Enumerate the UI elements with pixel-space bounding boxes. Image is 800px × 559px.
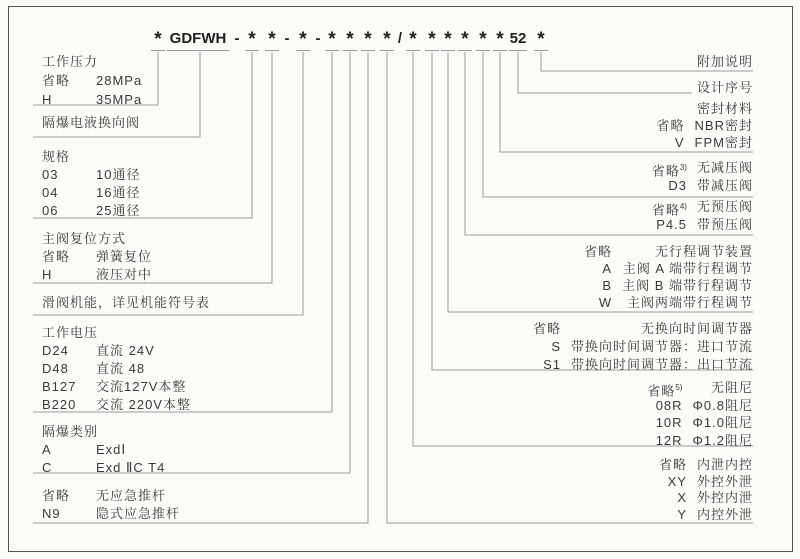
seal-material-code: 省略 [656, 118, 685, 133]
stroke-adjust-code: B [602, 278, 613, 293]
code-underline [476, 50, 490, 51]
code-underline [361, 50, 375, 51]
size-desc: 16通径 [96, 185, 141, 200]
voltage-code: D48 [42, 361, 69, 376]
additional-notes-header: 附加说明 [696, 54, 753, 69]
reducing-valve-desc: 无减压阀 [696, 160, 753, 175]
block-reset-mode [42, 231, 152, 285]
switch-time-desc: 带换向时间调节器：出口节流 [570, 357, 753, 372]
orifice-code: 10R [655, 415, 683, 430]
working-pressure-code: 省略 [42, 73, 71, 88]
preload-valve-code: P4.5 [656, 217, 687, 232]
preload-valve-desc: 带预压阀 [696, 217, 753, 232]
code-underline [406, 50, 420, 51]
voltage-desc: 交流127V本整 [96, 379, 187, 394]
block-emergency-pin [42, 488, 180, 524]
exd-class-desc: Exd ⅡC T4 [96, 460, 166, 475]
pilot-drain-desc: 内控外泄 [696, 506, 753, 522]
working-pressure-desc: 28MPa [96, 73, 143, 88]
switch-time-code: 省略 [532, 321, 561, 336]
block-spool-function [42, 295, 210, 313]
working-pressure-desc: 35MPa [96, 92, 143, 107]
pilot-drain-code: X [677, 490, 687, 505]
model-code-segment-12: / [397, 30, 403, 47]
emergency-pin-desc: 隐式应急推杆 [96, 506, 181, 521]
code-underline [325, 50, 339, 51]
orifice-desc: Φ1.0阻尼 [692, 415, 753, 430]
voltage-desc: 交流 220V本整 [96, 397, 191, 412]
voltage-desc: 直流 24V [96, 343, 155, 358]
stroke-adjust-code: 省略 [584, 244, 613, 259]
reset-mode-header: 主阀复位方式 [42, 231, 127, 246]
size-code: 04 [42, 185, 59, 200]
exd-class-code: C [42, 460, 53, 475]
block-valve-name [42, 115, 140, 133]
stroke-adjust-desc: 主阀 A 端带行程调节 [622, 261, 753, 276]
block-exd-class [42, 424, 165, 478]
voltage-code: B220 [42, 397, 77, 412]
orifice-code: 08R [655, 397, 683, 413]
pilot-drain-desc: 外控内泄 [696, 490, 753, 505]
model-code-segment-11: * [383, 29, 391, 50]
model-code-segment-1: GDFWH [169, 30, 227, 47]
code-underline [534, 50, 548, 51]
code-underline [493, 50, 507, 51]
reducing-valve-desc: 带减压阀 [696, 178, 753, 193]
pilot-drain-desc: 外控外泄 [696, 473, 753, 489]
footnote-marker: 5) [675, 383, 683, 392]
code-underline [296, 50, 310, 51]
block-orifice [647, 380, 753, 450]
block-pilot-drain [659, 457, 753, 523]
model-code-segment-19: 52 [509, 30, 527, 47]
size-header: 规格 [42, 149, 71, 164]
block-preload-valve [652, 199, 753, 235]
switch-time-code: S1 [543, 357, 561, 372]
pilot-drain-code: XY [667, 473, 687, 489]
valve-name-header: 隔爆电液换向阀 [42, 115, 141, 130]
code-underline [167, 50, 229, 51]
block-voltage [42, 325, 191, 415]
model-code-segment-4: * [268, 29, 276, 50]
block-additional-notes [697, 54, 753, 71]
code-underline [425, 50, 439, 51]
model-code-segment-18: * [496, 29, 504, 50]
voltage-code: B127 [42, 379, 77, 394]
switch-time-desc: 无换向时间调节器 [640, 321, 753, 336]
emergency-pin-code: N9 [42, 506, 61, 521]
footnote-marker: 4) [679, 202, 687, 211]
model-code-segment-16: * [461, 29, 469, 50]
block-seal-material [657, 101, 753, 152]
switch-time-code: S [551, 339, 561, 354]
code-underline [265, 50, 279, 51]
spool-function-header: 滑阀机能，详见机能符号表 [42, 295, 211, 310]
working-pressure-header: 工作压力 [42, 54, 99, 69]
model-code-segment-17: * [479, 29, 487, 50]
reset-mode-desc: 弹簧复位 [96, 249, 153, 264]
code-underline [458, 50, 472, 51]
block-reducing-valve [652, 160, 753, 196]
pilot-drain-desc: 内泄内控 [696, 457, 753, 472]
size-code: 06 [42, 203, 59, 218]
seal-material-desc: FPM密封 [694, 135, 753, 150]
code-underline [151, 50, 165, 51]
orifice-code: 12R [655, 432, 683, 448]
reset-mode-code: H [42, 267, 53, 282]
orifice-desc: Φ1.2阻尼 [692, 432, 753, 448]
seal-material-desc: NBR密封 [694, 118, 753, 133]
model-code-segment-15: * [444, 29, 452, 50]
model-code-segment-8: * [328, 29, 336, 50]
code-underline [441, 50, 455, 51]
orifice-desc: Φ0.8阻尼 [692, 397, 753, 413]
reducing-valve-code: 省略$^{3)}$ [651, 163, 687, 179]
stroke-adjust-desc: 主阀 B 端带行程调节 [622, 278, 753, 293]
block-design-number [697, 80, 753, 97]
size-code: 03 [42, 167, 59, 182]
voltage-header: 工作电压 [42, 325, 99, 340]
code-underline [245, 50, 259, 51]
model-code-segment-5: - [284, 30, 290, 47]
size-desc: 10通径 [96, 167, 141, 182]
pilot-drain-code: Y [677, 506, 687, 522]
exd-class-header: 隔爆类别 [42, 424, 99, 439]
stroke-adjust-desc: 主阀两端带行程调节 [626, 295, 753, 310]
model-code-segment-9: * [346, 29, 354, 50]
footnote-marker: 3) [679, 163, 687, 172]
model-code-segment-0: * [154, 29, 162, 50]
seal-material-header: 密封材料 [696, 101, 753, 116]
block-switch-time [533, 321, 753, 375]
emergency-pin-desc: 无应急推杆 [96, 488, 167, 503]
size-desc: 25通径 [96, 203, 141, 218]
stroke-adjust-desc: 无行程调节装置 [654, 244, 753, 259]
emergency-pin-code: 省略 [42, 488, 71, 503]
working-pressure-code: H [42, 92, 53, 107]
reset-mode-code: 省略 [42, 249, 71, 264]
voltage-code: D24 [42, 343, 69, 358]
stroke-adjust-code: A [602, 261, 613, 276]
model-code-segment-14: * [428, 29, 436, 50]
code-underline [509, 50, 527, 51]
model-code-segment-6: * [299, 29, 307, 50]
code-underline [343, 50, 357, 51]
preload-valve-code: 省略$^{4)}$ [651, 202, 687, 218]
model-code-segment-3: * [248, 29, 256, 50]
preload-valve-desc: 无预压阀 [696, 199, 753, 214]
switch-time-desc: 带换向时间调节器：进口节流 [570, 339, 753, 354]
exd-class-code: A [42, 442, 52, 457]
reducing-valve-code: D3 [668, 178, 687, 193]
model-code-segment-7: - [315, 30, 321, 47]
orifice-desc: 无阻尼 [710, 380, 753, 395]
model-code [0, 0, 800, 60]
block-working-pressure [42, 54, 142, 111]
model-code-segment-2: - [234, 30, 240, 47]
design-number-header: 设计序号 [696, 80, 753, 95]
exd-class-desc: ExdⅠ [96, 442, 127, 457]
pilot-drain-code: 省略 [658, 457, 687, 472]
reset-mode-desc: 液压对中 [96, 267, 153, 282]
block-size [42, 149, 140, 221]
model-code-segment-10: * [364, 29, 372, 50]
seal-material-code: V [674, 135, 685, 150]
code-underline [380, 50, 394, 51]
stroke-adjust-code: W [598, 295, 613, 310]
orifice-code: 省略$^{5)}$ [647, 383, 683, 399]
model-code-segment-13: * [409, 29, 417, 50]
block-stroke-adjust [584, 244, 753, 312]
model-code-segment-20: * [537, 29, 545, 50]
voltage-desc: 直流 48 [96, 361, 146, 376]
